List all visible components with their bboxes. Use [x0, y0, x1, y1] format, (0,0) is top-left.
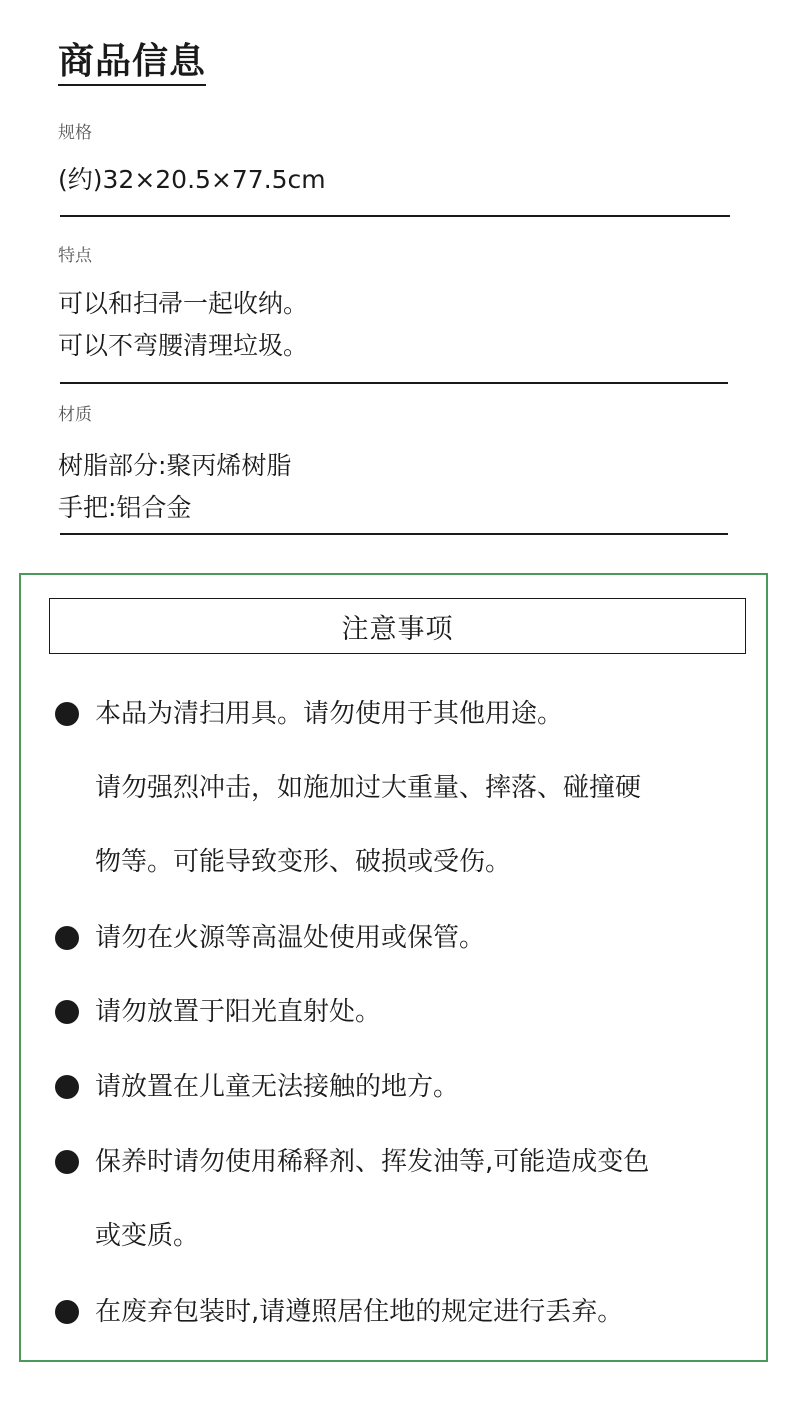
material-line: 手把:铝合金 — [58, 493, 192, 522]
notice-text: 或变质。 — [95, 1221, 200, 1251]
bullet-icon — [55, 1075, 79, 1099]
spec-value: (约)32×20.5×77.5cm — [58, 165, 326, 194]
notice-item — [55, 975, 755, 1049]
page-title: 商品信息 — [58, 40, 206, 86]
bullet-icon — [55, 1150, 79, 1174]
bullet-icon — [55, 702, 79, 726]
notice-text: 物等。可能导致变形、破损或受伤。 — [95, 847, 512, 877]
divider — [60, 382, 728, 384]
feature-line: 可以不弯腰清理垃圾。 — [58, 331, 309, 360]
feature-line: 可以和扫帚一起收纳。 — [58, 289, 309, 318]
notice-item — [55, 1275, 755, 1349]
notice-box — [19, 573, 768, 1362]
notice-text: 请勿强烈冲击，如施加过大重量、摔落、碰撞硬 — [95, 773, 642, 803]
material-line: 树脂部分:聚丙烯树脂 — [58, 451, 292, 480]
divider — [60, 215, 730, 217]
notice-item — [55, 1125, 755, 1273]
bullet-icon — [55, 1300, 79, 1324]
bullet-icon — [55, 1000, 79, 1024]
material-section — [58, 403, 730, 529]
notice-text: 请勿放置于阳光直射处。 — [95, 997, 382, 1027]
notice-text: 本品为清扫用具。请勿使用于其他用途。 — [95, 699, 564, 729]
bullet-icon — [55, 926, 79, 950]
notice-text: 在废弃包装时,请遵照居住地的规定进行丢弃。 — [95, 1297, 624, 1327]
features-label: 特点 — [58, 246, 92, 266]
notice-title: 注意事项 — [49, 598, 746, 654]
notice-text: 请放置在儿童无法接触的地方。 — [95, 1072, 460, 1102]
notice-text: 请勿在火源等高温处使用或保管。 — [95, 923, 486, 953]
notice-text: 保养时请勿使用稀释剂、挥发油等,可能造成变色 — [95, 1147, 650, 1177]
features-section — [58, 244, 730, 367]
spec-label: 规格 — [58, 123, 92, 143]
notice-item — [55, 901, 755, 975]
spec-section — [58, 121, 730, 201]
divider — [60, 533, 728, 535]
notice-item — [55, 1050, 755, 1124]
notice-item — [55, 677, 755, 899]
material-label: 材质 — [58, 405, 92, 425]
